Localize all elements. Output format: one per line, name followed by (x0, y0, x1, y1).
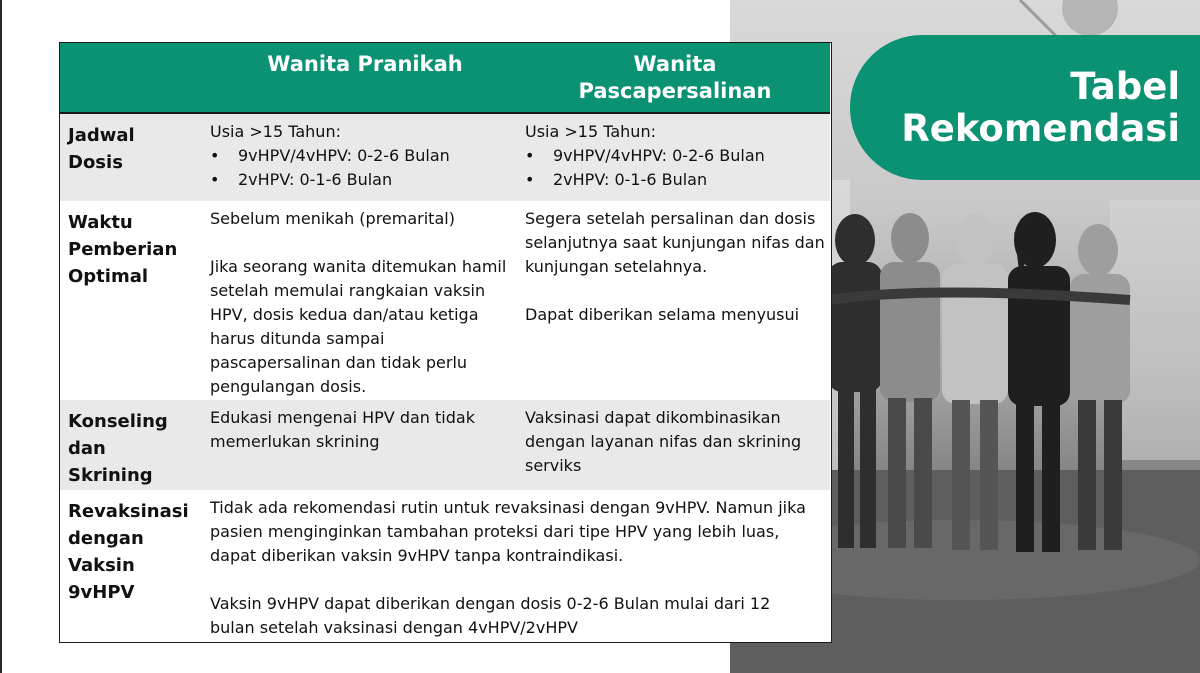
header-col-2-line-2: Pascapersalinan (578, 79, 772, 103)
header-col-pascapersalinan (520, 51, 830, 105)
cell-pascapersalinan (525, 207, 825, 327)
table-row-jadwal-dosis (60, 114, 830, 201)
cell-pascapersalinan (525, 406, 825, 478)
list-item: • 2vHPV: 0-1-6 Bulan (525, 168, 825, 192)
cell-paragraph: Vaksin 9vHPV dapat diberikan dengan dosis 0-2-6 Bulan mulai dari 12 bulan setelah vaksinasi dengan 4vHPV/2vHPV (210, 594, 771, 637)
cell-paragraph: Tidak ada rekomendasi rutin untuk revaksinasi dengan 9vHPV. Namun jika pasien menginginkan tambahan proteksi dari tipe HPV yang lebih luas, dapat diberikan vaksin 9vHPV tanpa kontraindikasi. (210, 498, 806, 565)
cell-paragraph: Edukasi mengenai HPV dan tidak memerlukan skrining (210, 408, 475, 451)
row-label: Konseling dan Skrining (68, 411, 168, 486)
list-item: • 2vHPV: 0-1-6 Bulan (210, 168, 510, 192)
cell-pascapersalinan (525, 120, 825, 192)
title-line-1: Tabel (1070, 64, 1180, 108)
table-header (60, 43, 830, 114)
list-item: • 9vHPV/4vHPV: 0-2-6 Bulan (525, 144, 825, 168)
cell-paragraph: Segera setelah persalinan dan dosis selanjutnya saat kunjungan nifas dan kunjungan setelahnya. (525, 209, 825, 276)
cell-paragraph: Sebelum menikah (premarital) (210, 209, 455, 228)
header-col-2-line-1: Wanita (633, 52, 717, 76)
row-label: Waktu Pemberian Optimal (68, 212, 178, 287)
bullet-list (525, 144, 825, 192)
cell-intro: Usia >15 Tahun: (210, 122, 341, 141)
row-label: Revaksinasi dengan Vaksin 9vHPV (68, 501, 189, 603)
cell-intro: Usia >15 Tahun: (525, 122, 656, 141)
title-line-2: Rekomendasi (901, 106, 1180, 150)
cell-pranikah (210, 207, 515, 399)
title-badge (850, 35, 1200, 180)
list-item: • 9vHPV/4vHPV: 0-2-6 Bulan (210, 144, 510, 168)
cell-merged (210, 496, 815, 640)
cell-paragraph: Jika seorang wanita ditemukan hamil setelah memulai rangkaian vaksin HPV, dosis kedua dan/atau ketiga harus ditunda sampai pascapersalinan dan tidak perlu pengulangan dosis. (210, 257, 507, 396)
slide-left-border (0, 0, 2, 673)
cell-pranikah (210, 406, 510, 454)
table-row-waktu-pemberian (60, 201, 830, 397)
table-row-konseling (60, 400, 830, 490)
bullet-list (210, 144, 510, 192)
cell-paragraph: Dapat diberikan selama menyusui (525, 305, 800, 324)
row-label: Jadwal Dosis (68, 125, 135, 173)
cell-paragraph: Vaksinasi dapat dikombinasikan dengan layanan nifas dan skrining serviks (525, 408, 802, 475)
cell-pranikah (210, 120, 510, 192)
recommendation-table (59, 42, 832, 643)
table-row-revaksinasi (60, 490, 830, 642)
header-col-pranikah: Wanita Pranikah (267, 52, 463, 76)
